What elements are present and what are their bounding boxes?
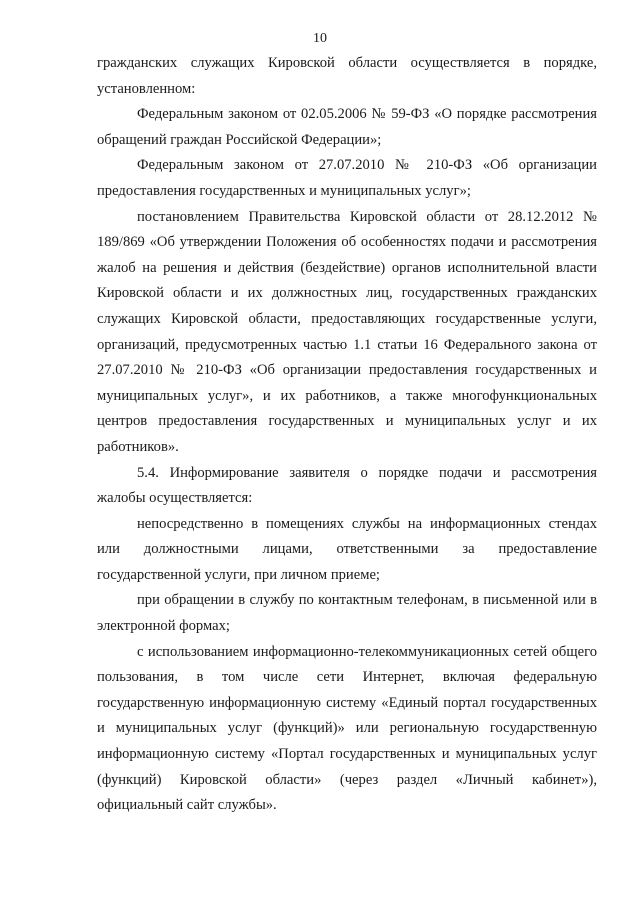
paragraph-info-stands: непосредственно в помещениях службы на информационных стендах или должностными лицами, ответственными за предоставление государственной услуги, при личном приеме;	[97, 515, 597, 583]
paragraph-contact-phones: при обращении в службу по контактным телефонам, в письменной или в электронной формах;	[97, 592, 597, 635]
document-body	[97, 51, 597, 819]
paragraph-law-59fz: Федеральным законом от 02.05.2006 № 59-ФЗ «О порядке рассмотрения обращений граждан Российской Федерации»;	[97, 106, 597, 148]
paragraph-section-5-4: 5.4. Информирование заявителя о порядке подачи и рассмотрения жалобы осуществляется:	[97, 464, 597, 507]
paragraph-continuation: гражданских служащих Кировской области осуществляется в порядке, установленном:	[97, 55, 597, 97]
page-number: 10	[313, 31, 327, 46]
paragraph-government-resolution: постановлением Правительства Кировской области от 28.12.2012 № 189/869 «Об утверждении Положения об особенностях подачи и рассмотрения жалоб на решения и действия (бездействие) органов исполнительной власти Кировской области и их должностных лиц, государственных гражданских служащих Кировской области, предоставляющих государственные услуги, организаций, предусмотренных частью 1.1 статьи 16 Федерального закона от 27.07.2010 № 210-ФЗ «Об организации предоставления государственных и муниципальных услуг», и их работников, а также многофункциональных центров предоставления государственных и муниципальных услуг и их работников».	[97, 208, 597, 455]
paragraph-internet: с использованием информационно-телекоммуникационных сетей общего пользования, в том числе сети Интернет, включая федеральную государственную информационную систему «Единый портал государственных и муниципальных услуг (функций)» или региональную государственную информационную систему «Портал государственных и муниципальных услуг (функций) Кировской области» (через раздел «Личный кабинет»), официальный сайт службы».	[97, 643, 597, 814]
paragraph-law-210fz: Федеральным законом от 27.07.2010 № 210-ФЗ «Об организации предоставления государственных и муниципальных услуг»;	[97, 157, 597, 199]
